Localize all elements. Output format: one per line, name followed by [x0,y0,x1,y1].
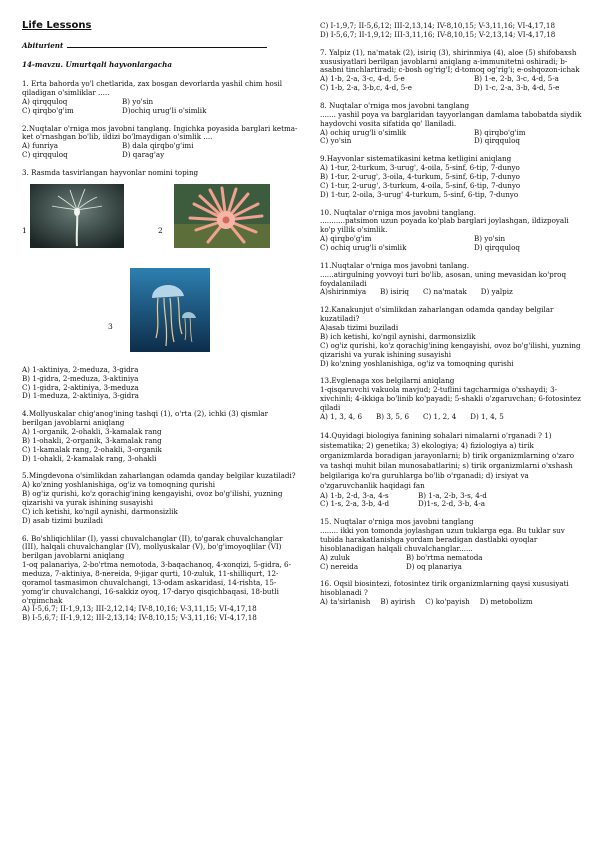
hydra-image [30,184,124,248]
option-d[interactable]: D) I-5,6,7; II-1,9,12; III-3,11,16; IV-8,10,15; V-2,13,14; VI-4,17,18 [320,29,556,39]
answer-options [320,492,582,510]
question-text: 16. Oqsil biosintezi, fotosintez tirik organizmlarning qaysi xususiyati hisoblanadi ? [320,579,569,598]
question-text: 5.Mingdevona o'simlikdan zaharlangan odamda qanday belgilar kuzatiladi? [22,471,296,481]
option-c[interactable]: C) yo'sin [320,136,352,146]
option-a[interactable]: A) 1, 3, 4, 6 [320,411,363,421]
option-d[interactable]: D) oq planariya [406,561,462,571]
option-c[interactable]: C) qirqquloq [22,150,68,160]
option-c[interactable]: C) 1-kamalak rang, 2-ohakli, 3-organik [22,444,162,454]
question-body: ...........patsimon uzun poyada ko'plab barglari joylashgan, ildizpoyali ko'p yillik o'simlik. [320,216,569,235]
option-c[interactable]: C) na'matak [422,287,467,297]
option-d[interactable]: D) 1-c, 2-a, 3-b, 4-d, 5-e [474,83,560,93]
option-d[interactable]: D)1-s, 2-d, 3-b, 4-a [418,499,486,509]
option-b[interactable]: B) 3, 5, 6 [376,411,410,421]
image-label-1: 1 [22,225,27,235]
option-a[interactable]: A) 1-aktiniya, 2-meduza, 3-gidra [22,364,139,374]
option-a[interactable]: A) ta'sirlanish [320,597,371,607]
answer-options [320,554,582,572]
question-text: 2.Nuqtalar o'rniga mos javobni tanglang. Ingichka poyasida barglari ketma-ket o'rnashgan bo'lib, ildizi bo'lmaydigan o'simlik .... [22,123,298,142]
question-14 [320,431,582,510]
question-1 [22,80,300,115]
option-d[interactable]: D) qarag'ay [122,150,165,160]
question-text: 10. Nuqtalar o'rniga mos javobni tanglang. [320,207,476,217]
question-body: ........ ikki yon tomonda joylashgan uzun tuklarga ega. Bu tuklar suv tubida harakatlanishga yordam beradigan dastlabki oyoqlar hisoblanadigan halqali chuvalchanglar...... [320,526,565,553]
option-a[interactable]: A) qirqquloq [22,96,68,106]
answer-options [320,598,582,607]
option-c[interactable]: C) ochiq urug'li o'simlik [320,243,407,253]
question-11 [320,262,582,297]
image-label-2: 2 [158,225,163,235]
question-text: 1. Erta bahorda yo'l chetlarida, zax bosgan devorlarda yashil chim hosil qiladigan o'simliklar ..... [22,79,283,97]
question-body: 1-qisqaruvchi vakuola mavjud; 2-tuflini tagcharmiga o'xshaydi; 3-xivchinli; 4-ikkiga bo'linib ko'payadi; 5-shakli o'zgaruvchan; 6-fotosintez qiladi [320,385,581,412]
option-c[interactable]: C) og'iz qurishi, ko'z qorachig'ining kengayishi, ovoz bo'g'ilishi, yuzning qizarishi va yurak ishining susayishi [320,340,581,359]
option-d[interactable]: D) 1-meduza, 2-aktiniya, 3-gidra [22,391,139,401]
answer-options [22,142,300,160]
sea-anemone-image [174,184,270,248]
option-c[interactable]: C) 1-tur, 2-urug', 3-turkum, 4-oila, 5-sinf, 6-tip, 7-dunyo [320,180,521,190]
question-4 [22,410,300,463]
option-d[interactable]: D)ochiq urug'li o'simlik [122,105,207,115]
answer-options [320,75,582,93]
option-b[interactable]: B) 1-e, 2-b, 3-c, 4-d, 5-a [474,74,559,84]
option-c[interactable]: C) ko'payish [425,597,470,607]
option-c[interactable]: C) ich ketishi, ko'ngil aynishi, darmonsizlik [22,506,178,516]
option-a[interactable]: A) 1-b, 2-a, 3-c, 4-d, 5-e [320,74,405,84]
option-b[interactable]: B) 1-tur, 2-urug', 3-oila, 4-turkum, 5-sinf, 6-tip, 7-dunyo [320,172,520,182]
option-d[interactable]: D) asab tizimi buziladi [22,515,103,525]
option-b[interactable]: B) isiriq [380,287,409,297]
question-text: 14.Quyidagi biologiya fanining sohalari nimalarni o'rganadi ? 1) sistematika; 2) genetika; 3) ekologiya; 4) fiziologiya a) tirik organizmlarda boradigan jarayonlarni; b) tirik organizmlarning o'zaro va tashqi muhit bilan munosabatlarini; s) tirik organizmlarni o'xshash belgilariga ko'ra guruhlarga bo'lib o'rganadi; d) irsiyat va o'zgaruvchanlik haqidagi fan [320,430,574,491]
option-b[interactable]: B) og'iz qurishi, ko'z qorachig'ining kengayishi, ovoz bo'g'ilishi, yuzning qizarishi va yurak ishining susayishi [22,489,283,508]
page-title: Life Lessons [22,20,92,31]
option-a[interactable]: A)shirinmiya [320,287,367,297]
question-text: 11.Nuqtalar o'rniga mos javobni tanlang. [320,260,470,270]
option-a[interactable]: A) 1-organik, 2-ohakli, 3-kamalak rang [22,427,162,436]
option-b[interactable]: B) 1-a, 2-b, 3-s, 4-d [418,490,487,500]
question-body: ......atirgulning yovvoyi turi bo'lib, asosan, uning mevasidan ko'proq foydalaniladi [320,269,567,288]
answer-options [320,129,582,147]
question-text: 12.Kanakunjut o'simlikdan zaharlangan odamda qanday belgilar kuzatiladi? [320,305,554,324]
option-c[interactable]: C) nereida [320,561,359,571]
right-column [320,22,582,616]
name-blank-line [67,47,267,48]
question-6 [22,535,300,624]
option-a[interactable]: A) ochiq urug'li o'simlik [320,127,407,137]
option-b[interactable]: B) ich ketishi, ko'ngil aynishi, darmonsizlik [320,331,476,341]
option-b[interactable]: B) ayirish [380,597,416,607]
question-9 [320,155,582,199]
question-8 [320,102,582,146]
question-6-continued [320,22,582,40]
question-16 [320,580,582,607]
answer-options [22,98,300,116]
question-7 [320,49,582,93]
option-b[interactable]: B) dala qirqbo'g'imi [122,141,194,151]
question-5 [22,472,300,525]
option-b[interactable]: B) yo'sin [122,96,154,106]
option-a[interactable]: A) zuluk [320,552,350,562]
question-10 [320,209,582,253]
answer-options [320,413,582,422]
jellyfish-image [130,268,210,352]
question-3 [22,169,300,401]
option-b[interactable]: B) qirqbo'g'im [474,127,526,137]
option-b[interactable]: B) yo'sin [474,234,506,244]
question-text: 6. Bo'shliqichlilar (I), yassi chuvalchanglar (II), to'garak chuvalchanglar (III), halqali chuvalchanglar (IV), mollyuskalar (V), bo'g'imoyoqlilar (VI) berilgan javoblarni aniqlang [22,533,283,561]
question-text: 7. Yalpiz (1), na'matak (2), isiriq (3), shirinmiya (4), aloe (5) shifobaxsh xususiyatlari berilgan javoblarni aniqlang a-immunitetni oshiradi; b-asabni tinchlartiradi; c-bosh og'rig'I; d-tomoq og'rig'i; e-oshqozon-ichak [320,47,580,75]
topic-heading: 14-mavzu. Umurtqali hayvonlargacha [22,60,172,70]
option-a[interactable]: A)asab tizimi buziladi [320,323,399,333]
option-c[interactable]: C) 1-gidra, 2-aktiniya, 3-meduza [22,382,139,392]
question-body: 1-oq palanariya, 2-bo'rtma nemotoda, 3-baqachanoq, 4-xonqizi, 5-gidra, 6-meduza, 7-aktiniya, 8-nereida, 9-jigar qurti, 10-zuluk, 11-shilliqurt, 12-qoramol tasmasimon chuvalchangi, 13-odam askaridasi, 14-rishta, 15-yomg'ir chuvalchangi, 16-sakkiz oyoq, 17-daryo qisqichbaqasi, 18-butli o'rgimchak [22,560,291,605]
left-column [22,20,300,632]
option-d[interactable]: D) ko'zning yoshlanishiga, og'iz va tomoqning qurishi [320,358,514,368]
option-c[interactable]: C) 1-s, 2-a, 3-b, 4-d [320,499,390,509]
answer-options [320,288,582,297]
option-c[interactable]: C) qirqbo'g'im [22,105,74,115]
question-body: ....... yashil poya va barglaridan tayyorlangan damlama tabobatda siydik haydovchi vosita sifatida qo' llaniladi. [320,109,582,128]
question-15 [320,518,582,571]
option-b[interactable]: B) I-5,6,7; II-1,9,12; III-2,13,14; IV-8,10,15; V-3,11,16; VI-4,17,18 [22,613,257,623]
option-d[interactable]: D) 1, 4, 5 [470,411,504,421]
option-c[interactable]: C) 1, 2, 4 [423,411,457,421]
option-d[interactable]: D) metobolizm [479,597,533,607]
question-text: 9.Hayvonlar sistematikasini ketma ketligini aniqlang [320,154,512,164]
question-text: 3. Rasmda tasvirlangan hayvonlar nomini toping [22,167,199,177]
option-d[interactable]: D) qirqquloq [474,243,520,253]
option-c[interactable]: C) I-1,9,7; II-5,6,12; III-2,13,14; IV-8,10,15; V-3,11,16; VI-4,17,18 [320,21,555,30]
abiturient-label: Abiturient [22,41,64,51]
question-text: 13.Evglenaga xos belgilarni aniqlang [320,376,455,386]
question-text: 4.Mollyuskalar chig'anog'ining tashqi (1), o'rta (2), ichki (3) qismlar berilgan javoblarni aniqlang [22,409,269,428]
option-a[interactable]: A) qirqbo'g'im [320,234,372,244]
image-label-3: 3 [108,321,113,331]
question-13 [320,377,582,421]
option-d[interactable]: D) yalpiz [480,287,513,297]
option-a[interactable]: A) funriya [22,141,59,151]
answer-options [320,235,582,253]
option-d[interactable]: D) 1-ohakli, 2-kamalak rang, 3-ohakli [22,453,157,463]
option-c[interactable]: C) 1-b, 2-a, 3-b,c, 4-d, 5-e [320,83,412,93]
option-d[interactable]: D) 1-tur, 2-oila, 3-urug' 4-turkum, 5-sinf, 6-tip, 7-dunyo [320,189,519,199]
animal-images [22,182,300,360]
option-b[interactable]: B) bo'rtma nematoda [406,552,483,562]
option-a[interactable]: A) 1-b, 2-d, 3-a, 4-s [320,490,389,500]
option-a[interactable]: A) ko'zning yoshlanishiga, og'iz va tomoqning qurishi [22,480,216,490]
question-2 [22,125,300,160]
option-b[interactable]: B) 1-ohakli, 2-organik, 3-kamalak rang [22,435,162,445]
abiturient-line [22,42,300,51]
option-a[interactable]: A) 1-tur, 2-turkum, 3-urug', 4-oila, 5-sinf, 6-tip, 7-dunyo [320,163,520,173]
option-a[interactable]: A) I-5,6,7; II-1,9,13; III-2,12,14; IV-8,10,16; V-3,11,15; VI-4,17,18 [22,604,257,614]
answer-options [22,366,300,401]
option-b[interactable]: B) 1-gidra, 2-meduza, 3-aktiniya [22,373,139,383]
question-text: 15. Nuqtalar o'rniga mos javobni tanglang [320,517,474,527]
option-d[interactable]: D) qirqquloq [474,136,520,146]
question-12 [320,306,582,368]
question-text: 8. Nuqtalar o'rniga mos javobni tanglang [320,101,470,111]
